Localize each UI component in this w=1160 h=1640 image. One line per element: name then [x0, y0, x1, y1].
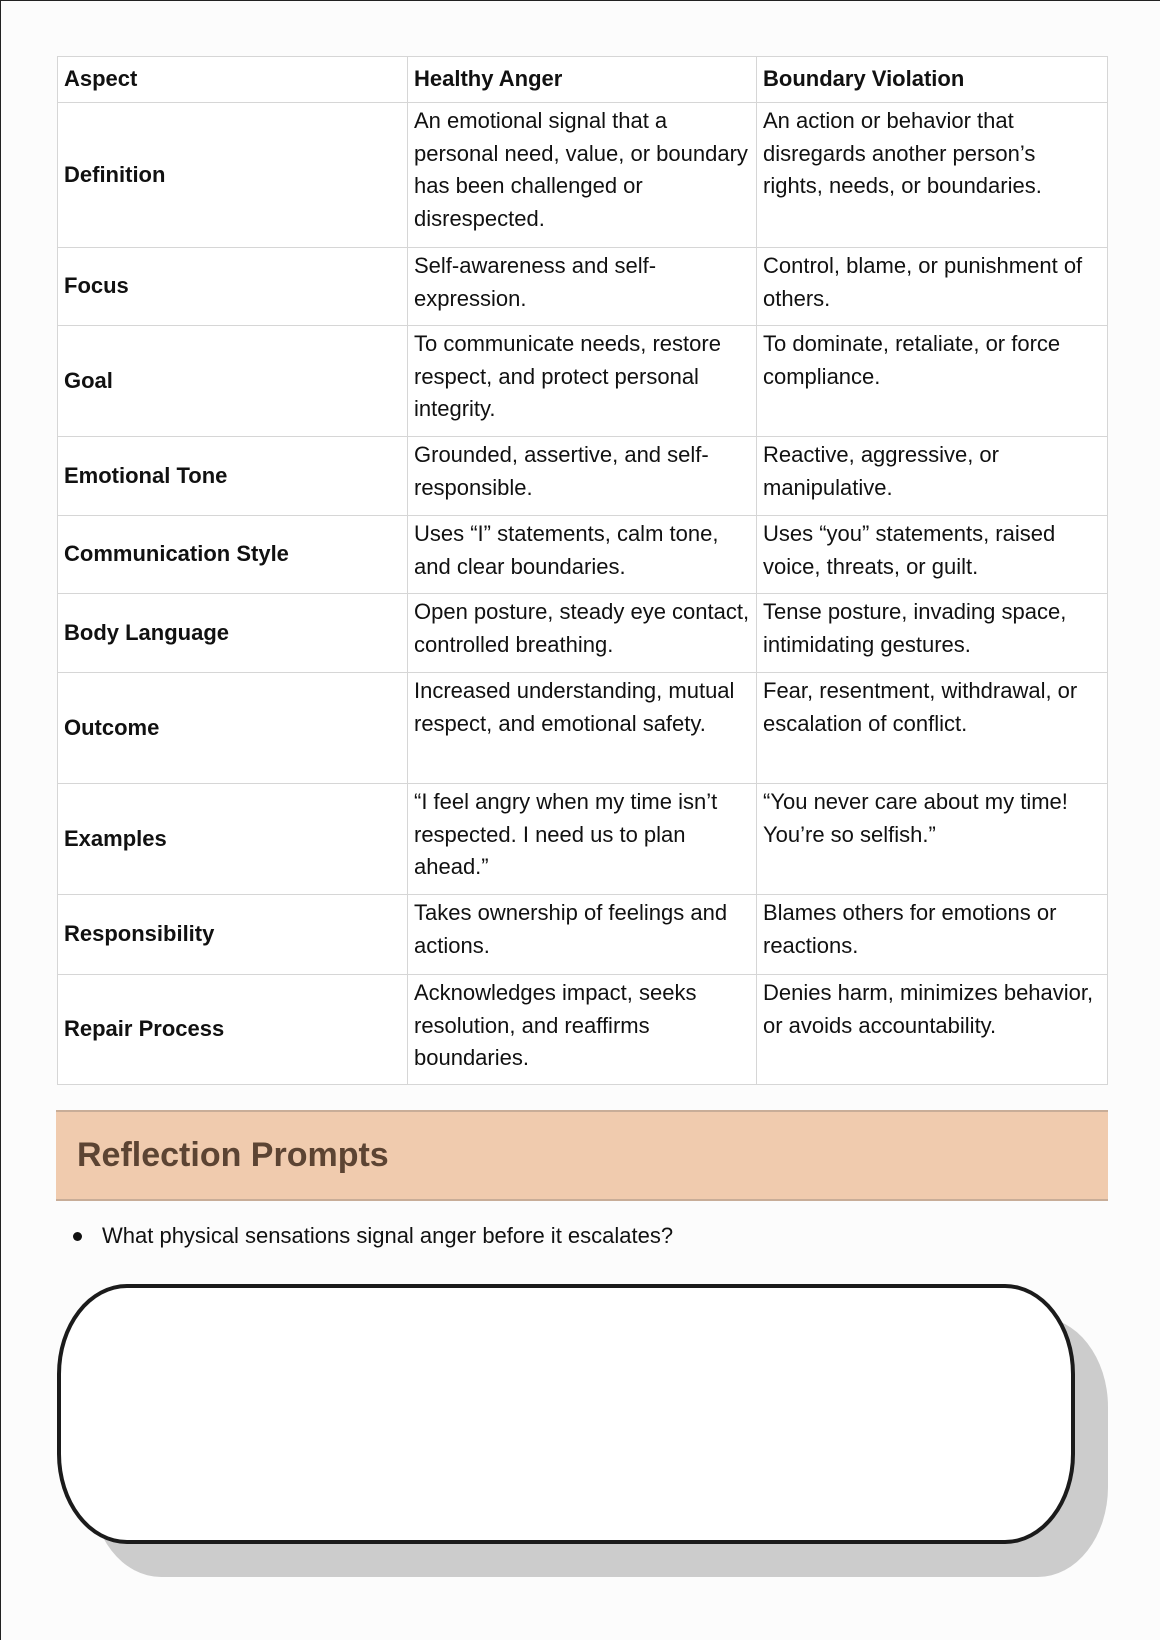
healthy-anger-cell: Increased understanding, mutual respect, and emotional safety. [408, 673, 757, 784]
healthy-anger-cell: An emotional signal that a personal need, value, or boundary has been challenged or disrespected. [408, 103, 757, 248]
healthy-anger-cell: Uses “I” statements, calm tone, and clear boundaries. [408, 516, 757, 594]
aspect-cell: Communication Style [58, 516, 408, 594]
table-header-row [58, 57, 1108, 103]
reflection-prompts-header [56, 1110, 1108, 1201]
healthy-anger-cell: To communicate needs, restore respect, and protect personal integrity. [408, 326, 757, 437]
comparison-table [57, 56, 1108, 1085]
table-row [58, 437, 1108, 516]
header-boundary-violation: Boundary Violation [757, 57, 1108, 103]
prompt-text: What physical sensations signal anger before it escalates? [102, 1223, 674, 1248]
boundary-violation-cell: “You never care about my time! You’re so selfish.” [757, 784, 1108, 895]
healthy-anger-cell: Grounded, assertive, and self-responsible. [408, 437, 757, 516]
boundary-violation-cell: Uses “you” statements, raised voice, threats, or guilt. [757, 516, 1108, 594]
bullet-icon [73, 1232, 82, 1241]
boundary-violation-cell: Fear, resentment, withdrawal, or escalation of conflict. [757, 673, 1108, 784]
boundary-violation-cell: Blames others for emotions or reactions. [757, 895, 1108, 975]
header-aspect: Aspect [58, 57, 408, 103]
boundary-violation-cell: Denies harm, minimizes behavior, or avoids accountability. [757, 975, 1108, 1085]
table-row [58, 784, 1108, 895]
healthy-anger-cell: Takes ownership of feelings and actions. [408, 895, 757, 975]
table-row [58, 673, 1108, 784]
aspect-cell: Examples [58, 784, 408, 895]
table-row [58, 516, 1108, 594]
table-row [58, 326, 1108, 437]
aspect-cell: Goal [58, 326, 408, 437]
header-healthy-anger: Healthy Anger [408, 57, 757, 103]
healthy-anger-cell: Open posture, steady eye contact, controlled breathing. [408, 594, 757, 673]
boundary-violation-cell: To dominate, retaliate, or force compliance. [757, 326, 1108, 437]
healthy-anger-cell: Self-awareness and self-expression. [408, 248, 757, 326]
aspect-cell: Focus [58, 248, 408, 326]
table-row [58, 594, 1108, 673]
aspect-cell: Body Language [58, 594, 408, 673]
answer-box[interactable] [57, 1284, 1075, 1544]
boundary-violation-cell: Control, blame, or punishment of others. [757, 248, 1108, 326]
prompt-list-item [73, 1223, 673, 1249]
aspect-cell: Emotional Tone [58, 437, 408, 516]
aspect-cell: Definition [58, 103, 408, 248]
aspect-cell: Repair Process [58, 975, 408, 1085]
aspect-cell: Outcome [58, 673, 408, 784]
table-row [58, 248, 1108, 326]
table-row [58, 103, 1108, 248]
boundary-violation-cell: An action or behavior that disregards another person’s rights, needs, or boundaries. [757, 103, 1108, 248]
aspect-cell: Responsibility [58, 895, 408, 975]
table-row [58, 975, 1108, 1085]
boundary-violation-cell: Reactive, aggressive, or manipulative. [757, 437, 1108, 516]
healthy-anger-cell: Acknowledges impact, seeks resolution, and reaffirms boundaries. [408, 975, 757, 1085]
reflection-prompts-title: Reflection Prompts [77, 1136, 389, 1174]
table-row [58, 895, 1108, 975]
boundary-violation-cell: Tense posture, invading space, intimidating gestures. [757, 594, 1108, 673]
healthy-anger-cell: “I feel angry when my time isn’t respected. I need us to plan ahead.” [408, 784, 757, 895]
